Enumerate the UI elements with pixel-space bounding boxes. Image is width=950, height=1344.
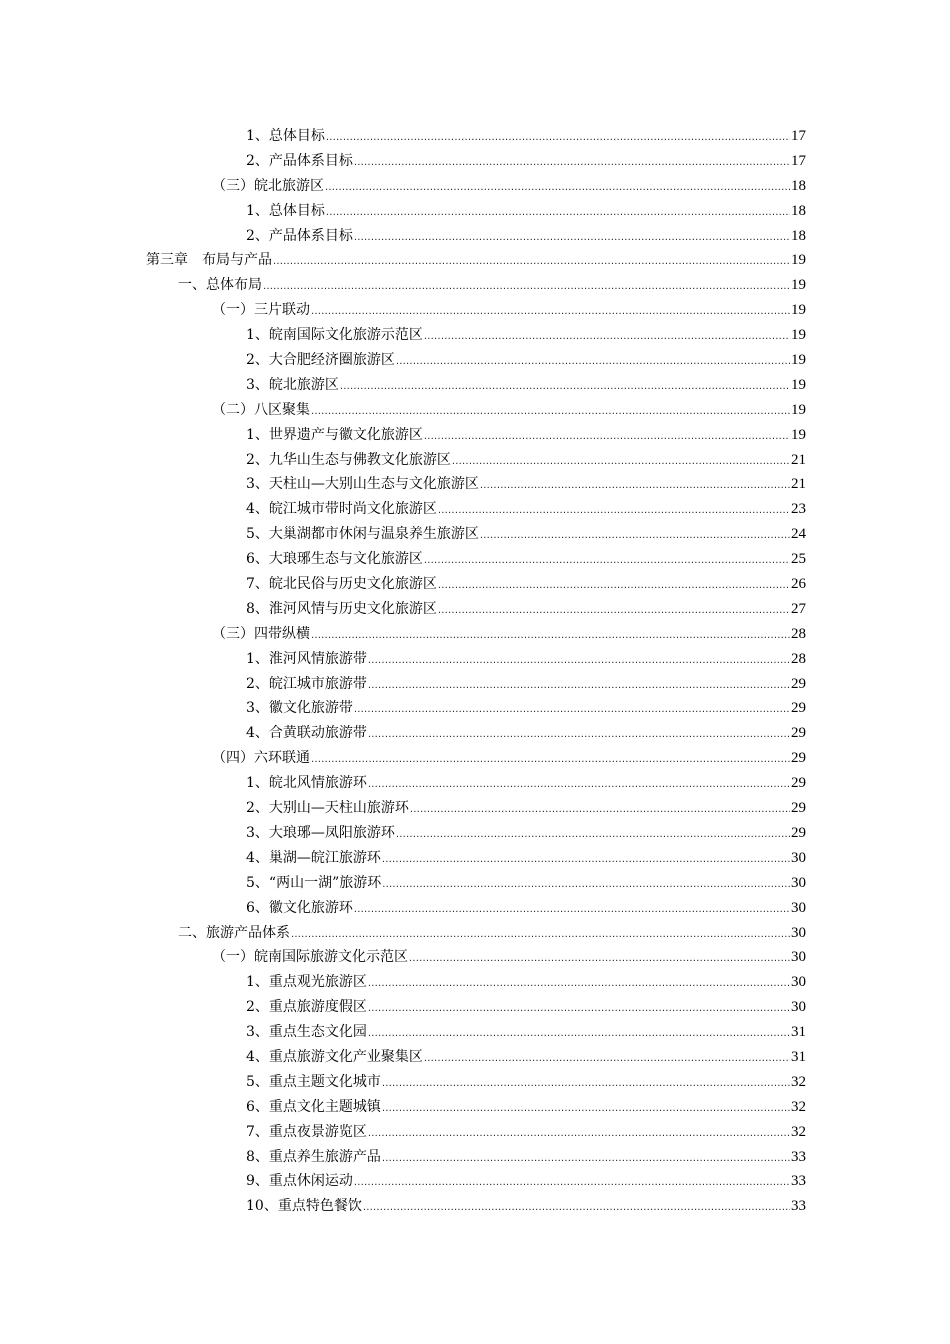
dot-leader	[452, 450, 790, 475]
toc-entry-label: 7、皖北民俗与历史文化旅游区	[246, 576, 437, 593]
dot-leader	[354, 1171, 790, 1196]
toc-entry-item[interactable]	[0, 547, 806, 572]
toc-entry-label: 6、大琅琊生态与文化旅游区	[246, 551, 423, 568]
dot-leader	[409, 947, 790, 972]
toc-page-number: 19	[791, 426, 806, 443]
dot-leader	[368, 649, 790, 674]
toc-page-number: 28	[791, 625, 806, 642]
dot-leader	[291, 923, 790, 948]
toc-entry-label: 9、重点休闲运动	[246, 1173, 353, 1190]
toc-entry-label: （三）四带纵横	[212, 625, 310, 642]
toc-page-number: 21	[791, 451, 806, 468]
toc-entry-item[interactable]	[0, 821, 806, 846]
toc-entry-item[interactable]	[0, 323, 806, 348]
toc-entry-label: 1、总体目标	[246, 128, 325, 144]
toc-entry-label: 6、重点文化主题城镇	[246, 1098, 381, 1115]
dot-leader	[326, 201, 790, 226]
toc-page-number: 26	[791, 576, 806, 593]
dot-leader	[382, 873, 790, 898]
toc-page-number: 29	[791, 675, 806, 692]
toc-entry-item[interactable]	[0, 224, 806, 249]
toc-entry-label: 二、旅游产品体系	[178, 924, 290, 941]
toc-entry-label: 1、皖南国际文化旅游示范区	[246, 327, 423, 344]
toc-entry-label: （二）八区聚集	[212, 401, 310, 418]
dot-leader	[438, 499, 790, 524]
toc-entry-item[interactable]	[0, 472, 806, 497]
toc-page-number: 25	[791, 551, 806, 568]
toc-entry-label: 4、皖江城市带时尚文化旅游区	[246, 501, 437, 518]
dot-leader	[410, 798, 790, 823]
toc-entry-item[interactable]	[0, 1045, 806, 1070]
toc-entry-label: 3、徽文化旅游带	[246, 700, 353, 717]
toc-entry-label: 5、大巢湖都市休闲与温泉养生旅游区	[246, 526, 479, 543]
toc-entry-label: 2、大合肥经济圈旅游区	[246, 352, 395, 369]
toc-entry-sub[interactable]	[0, 174, 806, 199]
dot-leader	[368, 674, 790, 699]
toc-entry-label: 5、“两山一湖”旅游环	[246, 874, 382, 891]
toc-entry-label: 5、重点主题文化城市	[246, 1073, 381, 1090]
toc-page-number: 30	[791, 924, 806, 941]
toc-entry-label: 3、皖北旅游区	[246, 376, 339, 393]
toc-page-number: 30	[791, 999, 806, 1016]
toc-entry-item[interactable]	[0, 771, 806, 796]
toc-entry-sub[interactable]	[0, 398, 806, 423]
toc-page-number: 19	[791, 376, 806, 393]
toc-page-number: 33	[791, 1148, 806, 1165]
toc-entry-label: 4、合黄联动旅游带	[246, 725, 367, 742]
toc-entry-sub[interactable]	[0, 298, 806, 323]
toc-entry-item[interactable]	[0, 497, 806, 522]
dot-leader	[382, 1097, 790, 1122]
toc-page-number: 30	[791, 899, 806, 916]
dot-leader	[263, 275, 790, 300]
dot-leader	[325, 176, 790, 201]
toc-entry-item[interactable]	[0, 1169, 806, 1194]
toc-page-number: 19	[791, 302, 806, 319]
toc-entry-label: 2、皖江城市旅游带	[246, 675, 367, 692]
dot-leader	[340, 375, 790, 400]
toc-entry-label: 1、重点观光旅游区	[246, 974, 367, 991]
dot-leader	[438, 599, 790, 624]
toc-entry-sub[interactable]	[0, 746, 806, 771]
toc-entry-label: 2、产品体系目标	[246, 152, 353, 169]
toc-entry-label: 1、世界遗产与徽文化旅游区	[246, 426, 423, 443]
dot-leader	[396, 350, 790, 375]
dot-leader	[396, 823, 790, 848]
dot-leader	[424, 325, 790, 350]
toc-entry-section[interactable]	[0, 921, 806, 946]
toc-entry-item[interactable]	[0, 896, 806, 921]
toc-page-number: 33	[791, 1173, 806, 1190]
dot-leader	[382, 848, 790, 873]
dot-leader	[368, 1122, 790, 1147]
toc-entry-label: 4、重点旅游文化产业聚集区	[246, 1048, 423, 1065]
dot-leader	[354, 151, 790, 176]
toc-page-number: 29	[791, 725, 806, 742]
toc-page-number: 32	[791, 1073, 806, 1090]
toc-page-number: 18	[791, 227, 806, 244]
toc-entry-item[interactable]	[0, 647, 806, 672]
toc-entry-item[interactable]	[0, 572, 806, 597]
toc-entry-label: 4、巢湖—皖江旅游环	[246, 849, 381, 866]
toc-entry-label: 3、天柱山—大别山生态与文化旅游区	[246, 476, 479, 493]
toc-entry-item[interactable]	[0, 721, 806, 746]
table-of-contents	[0, 124, 950, 1219]
toc-page-number: 29	[791, 700, 806, 717]
toc-page-number: 21	[791, 476, 806, 493]
toc-entry-label: 2、产品体系目标	[246, 227, 353, 244]
toc-entry-label: 1、皖北风情旅游环	[246, 775, 367, 792]
toc-entry-section[interactable]	[0, 273, 806, 298]
dot-leader	[326, 126, 790, 151]
dot-leader	[311, 748, 790, 773]
dot-leader	[354, 898, 790, 923]
toc-page-number: 32	[791, 1098, 806, 1115]
dot-leader	[354, 698, 790, 723]
toc-entry-label: 6、徽文化旅游环	[246, 899, 353, 916]
toc-page-number: 31	[791, 1048, 806, 1065]
toc-entry-label: 1、总体目标	[246, 202, 325, 219]
dot-leader	[368, 723, 790, 748]
toc-entry-label: 2、大别山—天柱山旅游环	[246, 800, 409, 817]
toc-entry-label: 2、重点旅游度假区	[246, 999, 367, 1016]
toc-entry-item[interactable]	[0, 423, 806, 448]
toc-entry-item[interactable]	[0, 1145, 806, 1170]
toc-entry-sub[interactable]	[0, 622, 806, 647]
toc-page-number: 19	[791, 352, 806, 369]
toc-page-number: 30	[791, 849, 806, 866]
toc-entry-item[interactable]	[0, 348, 806, 373]
toc-entry-item[interactable]	[0, 149, 806, 174]
toc-entry-item[interactable]	[0, 522, 806, 547]
toc-page-number: 19	[791, 252, 806, 269]
toc-page-number: 17	[791, 152, 806, 169]
toc-entry-item[interactable]	[0, 1070, 806, 1095]
toc-page-number: 19	[791, 327, 806, 344]
toc-entry-label: （一）三片联动	[212, 302, 310, 319]
toc-entry-item[interactable]	[0, 448, 806, 473]
dot-leader	[368, 997, 790, 1022]
dot-leader	[480, 474, 790, 499]
toc-entry-item[interactable]	[0, 1095, 806, 1120]
toc-entry-label: （一）皖南国际旅游文化示范区	[212, 949, 408, 966]
toc-entry-item[interactable]	[0, 672, 806, 697]
toc-entry-item[interactable]	[0, 1120, 806, 1145]
toc-entry-label: 3、大琅琊—凤阳旅游环	[246, 824, 395, 841]
dot-leader	[424, 425, 790, 450]
toc-entry-item[interactable]	[0, 124, 806, 149]
toc-page-number: 30	[791, 949, 806, 966]
toc-page-number: 19	[791, 277, 806, 294]
toc-entry-label: 8、淮河风情与历史文化旅游区	[246, 600, 437, 617]
toc-page-number: 31	[791, 1024, 806, 1041]
toc-entry-chapter[interactable]	[0, 248, 806, 273]
toc-page-number: 30	[791, 974, 806, 991]
dot-leader	[311, 400, 790, 425]
dot-leader	[382, 1072, 790, 1097]
toc-entry-item[interactable]	[0, 871, 806, 896]
toc-page-number: 32	[791, 1123, 806, 1140]
dot-leader	[368, 972, 790, 997]
dot-leader	[382, 1147, 790, 1172]
toc-entry-label: 10、重点特色餐饮	[246, 1198, 362, 1215]
toc-entry-label: 8、重点养生旅游产品	[246, 1148, 381, 1165]
dot-leader	[480, 524, 790, 549]
toc-entry-item[interactable]	[0, 373, 806, 398]
toc-page-number: 17	[791, 128, 806, 144]
toc-page-number: 28	[791, 650, 806, 667]
toc-entry-label: 2、九华山生态与佛教文化旅游区	[246, 451, 451, 468]
toc-entry-item[interactable]	[0, 970, 806, 995]
toc-entry-label: （四）六环联通	[212, 750, 310, 767]
toc-entry-item[interactable]	[0, 796, 806, 821]
toc-entry-label: 1、淮河风情旅游带	[246, 650, 367, 667]
toc-page-number: 29	[791, 750, 806, 767]
toc-page-number: 29	[791, 775, 806, 792]
dot-leader	[354, 226, 790, 251]
toc-entry-item[interactable]	[0, 1194, 806, 1219]
toc-page-number: 30	[791, 874, 806, 891]
toc-entry-item[interactable]	[0, 995, 806, 1020]
toc-page-number: 24	[791, 526, 806, 543]
toc-entry-item[interactable]	[0, 597, 806, 622]
dot-leader	[363, 1196, 790, 1221]
toc-entry-item[interactable]	[0, 846, 806, 871]
toc-page-number: 33	[791, 1198, 806, 1215]
toc-page-number: 27	[791, 600, 806, 617]
dot-leader	[368, 1022, 790, 1047]
toc-entry-label: 7、重点夜景游览区	[246, 1123, 367, 1140]
toc-page-number: 29	[791, 800, 806, 817]
dot-leader	[311, 300, 790, 325]
dot-leader	[368, 773, 790, 798]
toc-entry-item[interactable]	[0, 199, 806, 224]
dot-leader	[311, 624, 790, 649]
toc-entry-item[interactable]	[0, 1020, 806, 1045]
toc-page-number: 18	[791, 202, 806, 219]
toc-entry-label: 一、总体布局	[178, 277, 262, 294]
dot-leader	[273, 250, 790, 275]
toc-page-number: 29	[791, 824, 806, 841]
toc-page-number: 23	[791, 501, 806, 518]
toc-page-number: 19	[791, 401, 806, 418]
toc-entry-label: 3、重点生态文化园	[246, 1024, 367, 1041]
dot-leader	[424, 549, 790, 574]
toc-entry-item[interactable]	[0, 696, 806, 721]
toc-entry-label: 第三章 布局与产品	[146, 252, 272, 269]
toc-entry-sub[interactable]	[0, 945, 806, 970]
dot-leader	[424, 1047, 790, 1072]
toc-entry-label: （三）皖北旅游区	[212, 177, 324, 194]
toc-page-number: 18	[791, 177, 806, 194]
dot-leader	[438, 574, 790, 599]
